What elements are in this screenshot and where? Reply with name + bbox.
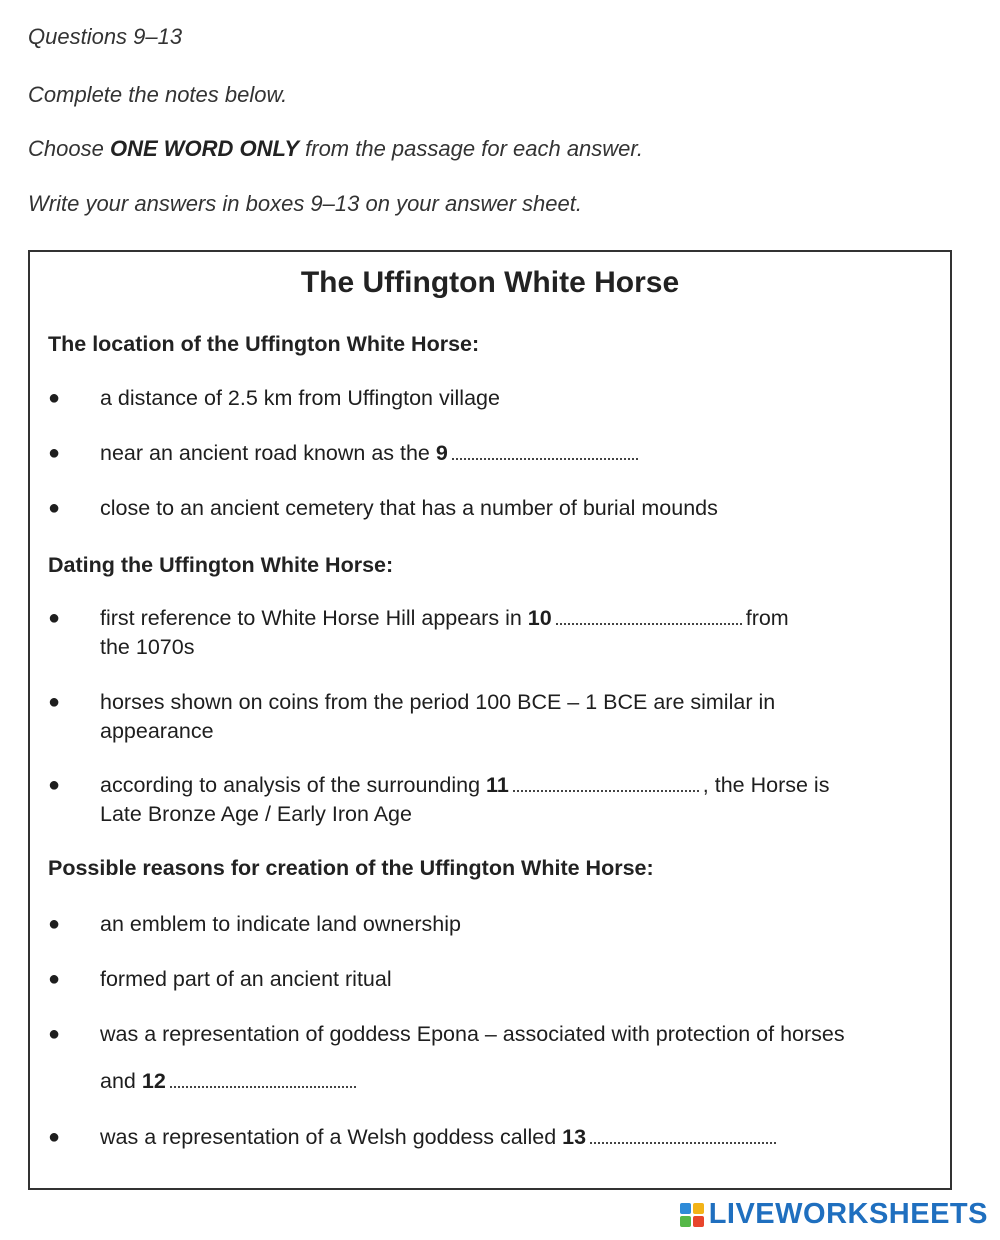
reasons-item-3-line2: and xyxy=(100,1069,136,1093)
bullet-icon: ● xyxy=(48,387,61,409)
liveworksheets-logo xyxy=(680,1198,988,1231)
liveworksheets-wordmark: LIVEWORKSHEETS xyxy=(708,1198,988,1230)
question-11-number: 11 xyxy=(486,773,509,797)
choose-instruction xyxy=(28,136,643,162)
logo-square-3 xyxy=(680,1216,691,1227)
reasons-item-2-text: formed part of an ancient ritual xyxy=(100,967,392,991)
dating-heading: Dating the Uffington White Horse: xyxy=(48,553,394,577)
question-10-number: 10 xyxy=(527,606,552,630)
bullet-icon: ● xyxy=(48,774,61,796)
notes-box xyxy=(28,250,952,1190)
answer-blank-12[interactable] xyxy=(170,1072,356,1088)
bullet-icon: ● xyxy=(48,1023,61,1045)
write-answers-instruction: Write your answers in boxes 9–13 on your answer sheet. xyxy=(28,191,582,216)
reasons-item-3-line1: was a representation of goddess Epona – associated with protection of horses xyxy=(100,1022,845,1046)
complete-notes-instruction: Complete the notes below. xyxy=(28,82,288,107)
question-13-number: 13 xyxy=(562,1125,587,1149)
answer-blank-9[interactable] xyxy=(452,444,638,460)
one-word-only: ONE WORD ONLY xyxy=(109,136,299,161)
question-12-number: 12 xyxy=(141,1069,166,1093)
reasons-item-4-text: was a representation of a Welsh goddess called xyxy=(100,1125,557,1149)
choose-suffix: from the passage for each answer. xyxy=(305,136,644,161)
bullet-icon: ● xyxy=(48,968,61,990)
dating-item-1-line2: the 1070s xyxy=(100,635,195,659)
reasons-heading: Possible reasons for creation of the Uffington White Horse: xyxy=(48,856,654,880)
questions-range: Questions 9–13 xyxy=(28,24,183,49)
dating-item-1-text: first reference to White Horse Hill appears in xyxy=(100,606,522,630)
logo-square-4 xyxy=(693,1216,704,1227)
bullet-icon: ● xyxy=(48,691,61,713)
dating-item-3-text: according to analysis of the surrounding xyxy=(100,773,481,797)
reasons-item-1-text: an emblem to indicate land ownership xyxy=(100,912,461,936)
location-item-3-text: close to an ancient cemetery that has a number of burial mounds xyxy=(100,496,718,520)
location-item-2-text: near an ancient road known as the xyxy=(100,441,430,465)
liveworksheets-grid-icon xyxy=(680,1203,704,1227)
answer-blank-10[interactable] xyxy=(556,609,742,625)
bullet-icon: ● xyxy=(48,607,61,629)
dating-item-3-line2: Late Bronze Age / Early Iron Age xyxy=(100,802,412,826)
notes-title: The Uffington White Horse xyxy=(300,266,680,299)
logo-square-2 xyxy=(693,1203,704,1214)
answer-blank-13[interactable] xyxy=(590,1128,776,1144)
logo-square-1 xyxy=(680,1203,691,1214)
choose-prefix: Choose xyxy=(28,136,104,161)
dating-item-2-line2: appearance xyxy=(100,719,214,743)
bullet-icon: ● xyxy=(48,497,61,519)
dating-item-2-line1: horses shown on coins from the period 100 BCE – 1 BCE are similar in xyxy=(100,690,776,714)
location-heading: The location of the Uffington White Horse: xyxy=(48,332,480,356)
answer-blank-11[interactable] xyxy=(513,776,699,792)
dating-item-3-after: , the Horse is xyxy=(702,773,830,797)
bullet-icon: ● xyxy=(48,1126,61,1148)
dating-item-1-after: from xyxy=(745,606,789,630)
bullet-icon: ● xyxy=(48,913,61,935)
bullet-icon: ● xyxy=(48,442,61,464)
location-item-1-text: a distance of 2.5 km from Uffington village xyxy=(100,386,500,410)
question-9-number: 9 xyxy=(435,441,448,465)
